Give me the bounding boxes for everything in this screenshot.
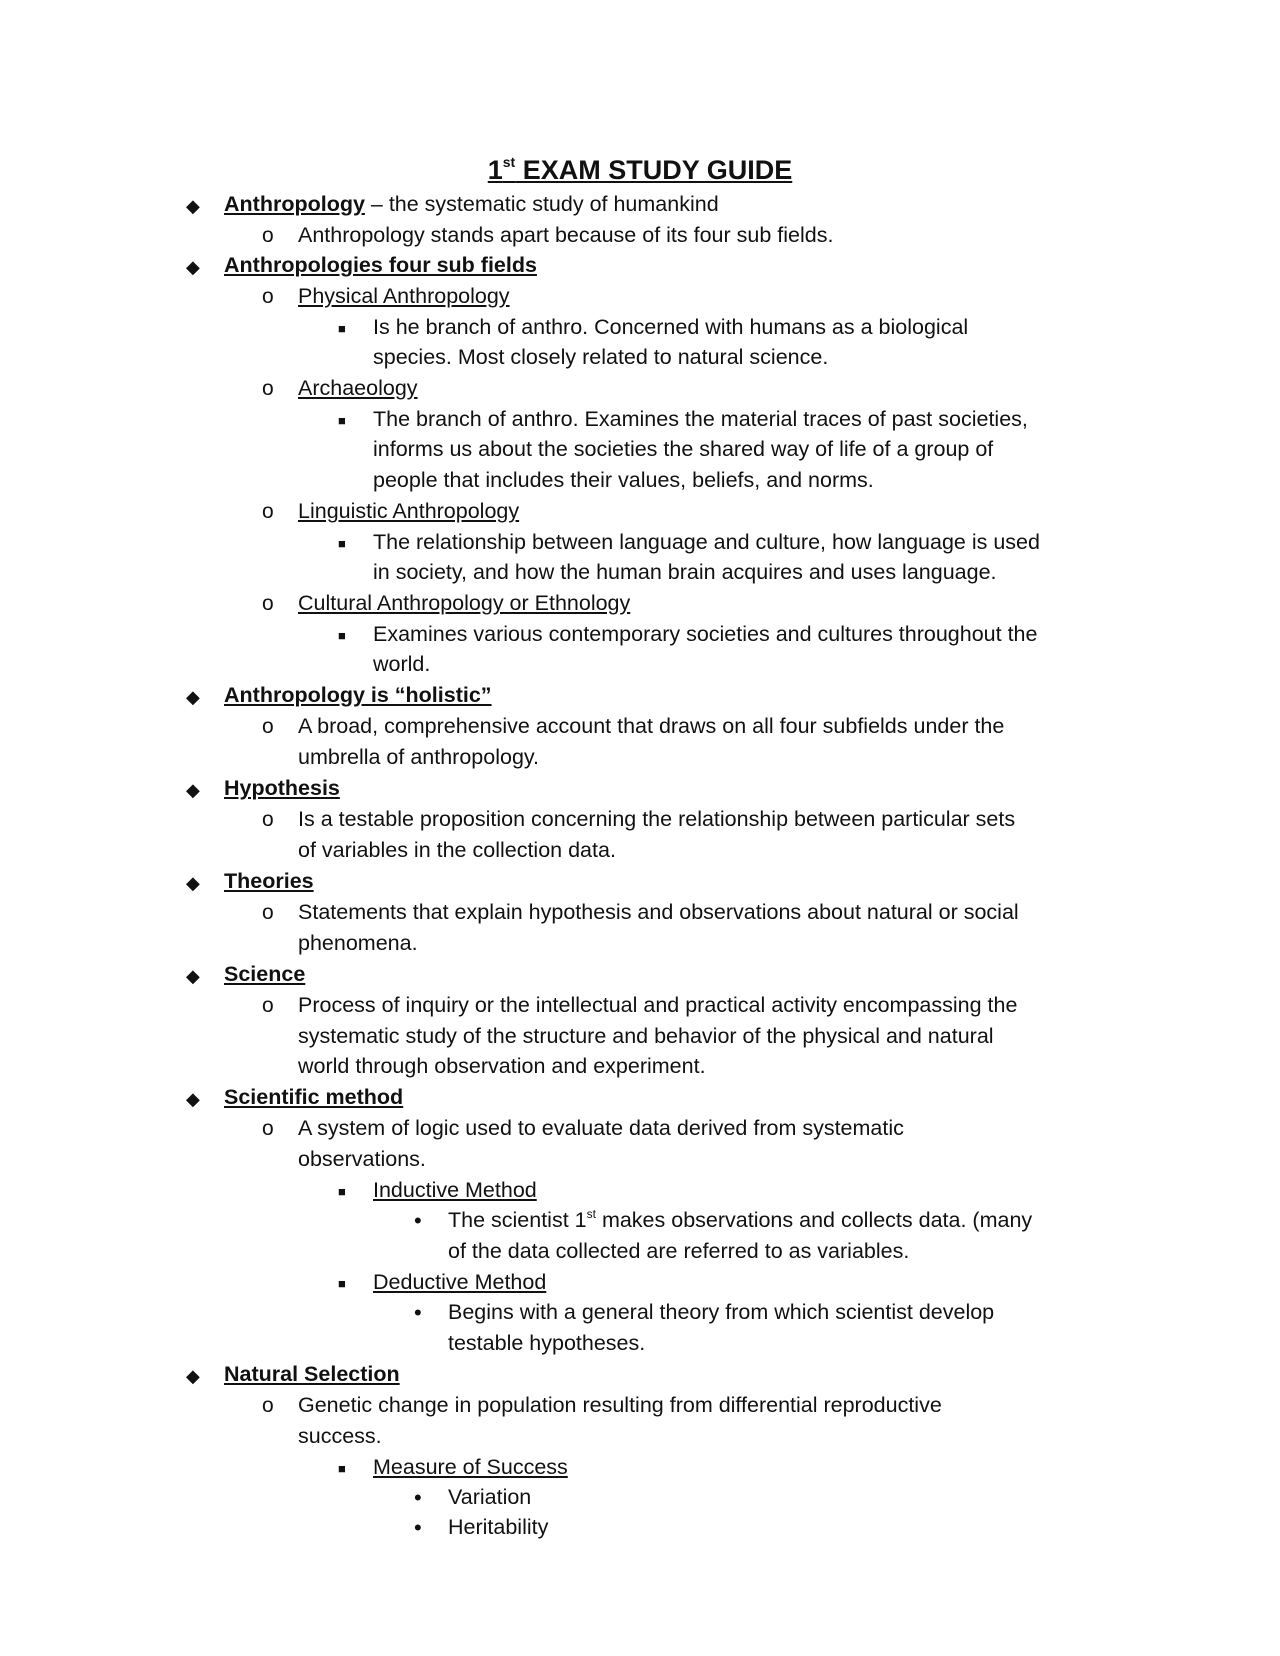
list-item: species. Most closely related to natural science. <box>373 345 829 369</box>
list-item: phenomena. <box>298 931 418 955</box>
square-bullet-icon: ■ <box>338 321 346 336</box>
term-science: Science <box>224 962 306 986</box>
list-item: Is a testable proposition concerning the relationship between particular sets <box>298 807 1016 831</box>
term-hypothesis: Hypothesis <box>224 776 340 800</box>
term-natural-selection: Natural Selection <box>224 1362 400 1386</box>
square-bullet-icon: ■ <box>338 628 346 643</box>
diamond-bullet-icon: ◆ <box>186 257 200 277</box>
circle-bullet-icon: o <box>262 377 274 400</box>
diamond-bullet-icon: ◆ <box>186 873 200 893</box>
dot-bullet-icon: • <box>414 1515 422 1540</box>
term-holistic: Anthropology is “holistic” <box>224 683 492 707</box>
list-item: in society, and how the human brain acquires and uses language. <box>373 560 997 584</box>
diamond-bullet-icon: ◆ <box>186 966 200 986</box>
square-bullet-icon: ■ <box>338 1184 346 1199</box>
circle-bullet-icon: o <box>262 500 274 523</box>
list-item: success. <box>298 1424 382 1448</box>
list-item: A broad, comprehensive account that draws on all four subfields under the <box>298 714 1005 738</box>
circle-bullet-icon: o <box>262 224 274 247</box>
list-item: of the data collected are referred to as variables. <box>448 1239 910 1263</box>
method-deductive: Deductive Method <box>373 1270 547 1294</box>
list-item: systematic study of the structure and behavior of the physical and natural <box>298 1024 994 1048</box>
list-item: of variables in the collection data. <box>298 838 616 862</box>
list-item: people that includes their values, beliefs, and norms. <box>373 468 874 492</box>
page-title: 1st EXAM STUDY GUIDE <box>487 154 793 185</box>
term-four-sub-fields: Anthropologies four sub fields <box>224 253 537 277</box>
list-item: umbrella of anthropology. <box>298 745 540 769</box>
measure-of-success: Measure of Success <box>373 1455 568 1479</box>
list-item: Anthropology stands apart because of its four sub fields. <box>298 223 834 247</box>
subfield-archaeology: Archaeology <box>298 376 418 400</box>
list-item: Variation <box>448 1485 532 1509</box>
circle-bullet-icon: o <box>262 1117 274 1140</box>
square-bullet-icon: ■ <box>338 1461 346 1476</box>
list-item: The branch of anthro. Examines the material traces of past societies, <box>373 407 1028 431</box>
list-item: Begins with a general theory from which scientist develop <box>448 1300 995 1324</box>
diamond-bullet-icon: ◆ <box>186 196 200 216</box>
diamond-bullet-icon: ◆ <box>186 780 200 800</box>
circle-bullet-icon: o <box>262 994 274 1017</box>
circle-bullet-icon: o <box>262 901 274 924</box>
subfield-physical-anthropology: Physical Anthropology <box>298 284 510 308</box>
diamond-bullet-icon: ◆ <box>186 1366 200 1386</box>
circle-bullet-icon: o <box>262 808 274 831</box>
list-item: world through observation and experiment. <box>298 1054 706 1078</box>
list-item: Process of inquiry or the intellectual and practical activity encompassing the <box>298 993 1018 1017</box>
dot-bullet-icon: • <box>414 1300 422 1325</box>
circle-bullet-icon: o <box>262 592 274 615</box>
diamond-bullet-icon: ◆ <box>186 1089 200 1109</box>
square-bullet-icon: ■ <box>338 536 346 551</box>
list-item: Heritability <box>448 1515 549 1539</box>
dot-bullet-icon: • <box>414 1208 422 1233</box>
subfield-cultural-anthropology: Cultural Anthropology or Ethnology <box>298 591 631 615</box>
list-item: informs us about the societies the shared way of life of a group of <box>373 437 994 461</box>
method-inductive: Inductive Method <box>373 1178 537 1202</box>
list-item: Examines various contemporary societies and cultures throughout the <box>373 622 1038 646</box>
circle-bullet-icon: o <box>262 1394 274 1417</box>
list-item: The relationship between language and culture, how language is used <box>373 530 1040 554</box>
list-item: Statements that explain hypothesis and observations about natural or social <box>298 900 1019 924</box>
list-item: world. <box>373 652 431 676</box>
circle-bullet-icon: o <box>262 285 274 308</box>
list-item: A system of logic used to evaluate data derived from systematic <box>298 1116 904 1140</box>
square-bullet-icon: ■ <box>338 1276 346 1291</box>
list-item: Genetic change in population resulting from differential reproductive <box>298 1393 942 1417</box>
dot-bullet-icon: • <box>414 1485 422 1510</box>
circle-bullet-icon: o <box>262 715 274 738</box>
term-theories: Theories <box>224 869 314 893</box>
term-anthropology: Anthropology – the systematic study of humankind <box>224 192 719 216</box>
list-item: testable hypotheses. <box>448 1331 646 1355</box>
list-item: Is he branch of anthro. Concerned with humans as a biological <box>373 315 969 339</box>
square-bullet-icon: ■ <box>338 413 346 428</box>
list-item: observations. <box>298 1147 426 1171</box>
term-scientific-method: Scientific method <box>224 1085 404 1109</box>
list-item: The scientist 1st makes observations and collects data. (many <box>448 1207 1033 1232</box>
diamond-bullet-icon: ◆ <box>186 687 200 707</box>
subfield-linguistic-anthropology: Linguistic Anthropology <box>298 499 520 523</box>
